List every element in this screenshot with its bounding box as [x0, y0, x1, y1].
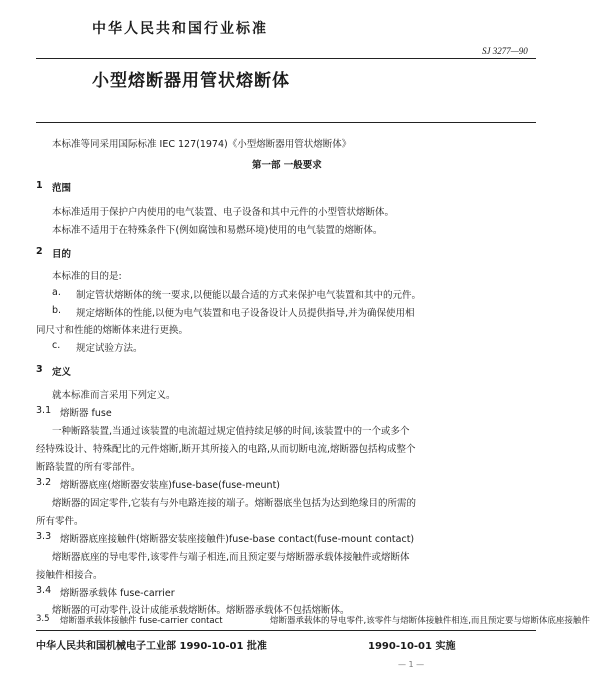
item-b-label: b.	[52, 305, 62, 316]
item-c-label: c.	[52, 340, 61, 351]
def-3-4-number: 3.4	[36, 585, 52, 596]
def-3-1-line-1: 一种断路装置,当通过该装置的电流超过规定值持续足够的时间,该装置中的一个或多个	[52, 426, 410, 437]
def-3-1-line-3: 断路装置的所有零部件。	[36, 462, 141, 473]
section-3-title: 定义	[52, 367, 72, 378]
item-b-text-line-1: 规定熔断体的性能,以便为电气装置和电子设备设计人员提供指导,并为确保使用相	[76, 308, 415, 319]
section-3-number: 3	[36, 364, 43, 375]
section-2-title: 目的	[52, 249, 72, 260]
item-a-label: a.	[52, 287, 61, 298]
section-2-number: 2	[36, 246, 43, 257]
def-3-3-line-2: 接触件相接合。	[36, 570, 103, 581]
def-3-5-term: 熔断器承载体接触件 fuse-carrier contact	[60, 616, 223, 626]
section-1-para-1: 本标准适用于保护户内使用的电气装置、电子设备和其中元件的小型管状熔断体。	[52, 207, 395, 218]
def-3-5-line-1: 熔断器承载体的导电零件,该零件与熔断体接触件相连,而且预定要与熔断体底座接触件	[270, 616, 590, 626]
def-3-2-line-1: 熔断器的固定零件,它装有与外电路连接的端子。熔断器底坐包括为达到绝缘目的所需的	[52, 498, 417, 509]
section-2-lead: 本标准的目的是:	[52, 271, 122, 282]
def-3-3-term: 熔断器底座接触件(熔断器安装座接触件)fuse-base contact(fuse-mount contact)	[60, 534, 415, 545]
def-3-2-term: 熔断器底座(熔断器安装座)fuse-base(fuse-meunt)	[60, 480, 281, 491]
page-number: — 1 —	[398, 660, 425, 669]
def-3-1-number: 3.1	[36, 405, 52, 416]
top-rule	[36, 58, 536, 59]
item-a-text: 制定管状熔断体的统一要求,以便能以最合适的方式来保护电气装置和其中的元件。	[76, 290, 422, 301]
intro-text: 本标准等同采用国际标准 IEC 127(1974)《小型熔断器用管状熔断体》	[52, 139, 352, 150]
item-b-text-line-2: 同尺寸和性能的熔断体来进行更换。	[36, 325, 189, 336]
standard-code: SJ 3277—90	[482, 46, 528, 56]
item-c-text: 规定试验方法。	[76, 343, 143, 354]
part-title: 第一部 一般要求	[252, 160, 322, 171]
section-1-para-2: 本标准不适用于在特殊条件下(例如腐蚀和易燃环境)使用的电气装置的熔断体。	[52, 225, 383, 236]
def-3-4-term: 熔断器承载体 fuse-carrier	[60, 588, 175, 599]
def-3-3-number: 3.3	[36, 531, 52, 542]
title-rule	[36, 122, 536, 123]
document-title: 小型熔断器用管状熔断体	[92, 71, 290, 91]
def-3-3-line-1: 熔断器底座的导电零件,该零件与端子相连,而且预定要与熔断器承载体接触件或熔断体	[52, 552, 410, 563]
section-1-title: 范围	[52, 183, 72, 194]
def-3-2-line-2: 所有零件。	[36, 516, 84, 527]
def-3-2-number: 3.2	[36, 477, 52, 488]
section-3-lead: 就本标准而言采用下列定义。	[52, 390, 176, 401]
org-standard-header: 中华人民共和国行业标准	[92, 21, 268, 37]
def-3-1-line-2: 经特殊设计、特殊配比的元件熔断,断开其所接入的电路,从而切断电流,熔断器包括构成整个	[36, 444, 416, 455]
def-3-1-term: 熔断器 fuse	[60, 408, 112, 419]
approval-line: 中华人民共和国机械电子工业部 1990-10-01 批准	[36, 641, 267, 652]
def-3-4-line-1: 熔断器的可动零件,设计成能承载熔断体。熔断器承载体不包括熔断体。	[52, 605, 350, 616]
section-1-number: 1	[36, 180, 43, 191]
footer-rule	[36, 630, 536, 631]
implementation-line: 1990-10-01 实施	[368, 641, 456, 652]
def-3-5-number: 3.5	[36, 614, 50, 624]
